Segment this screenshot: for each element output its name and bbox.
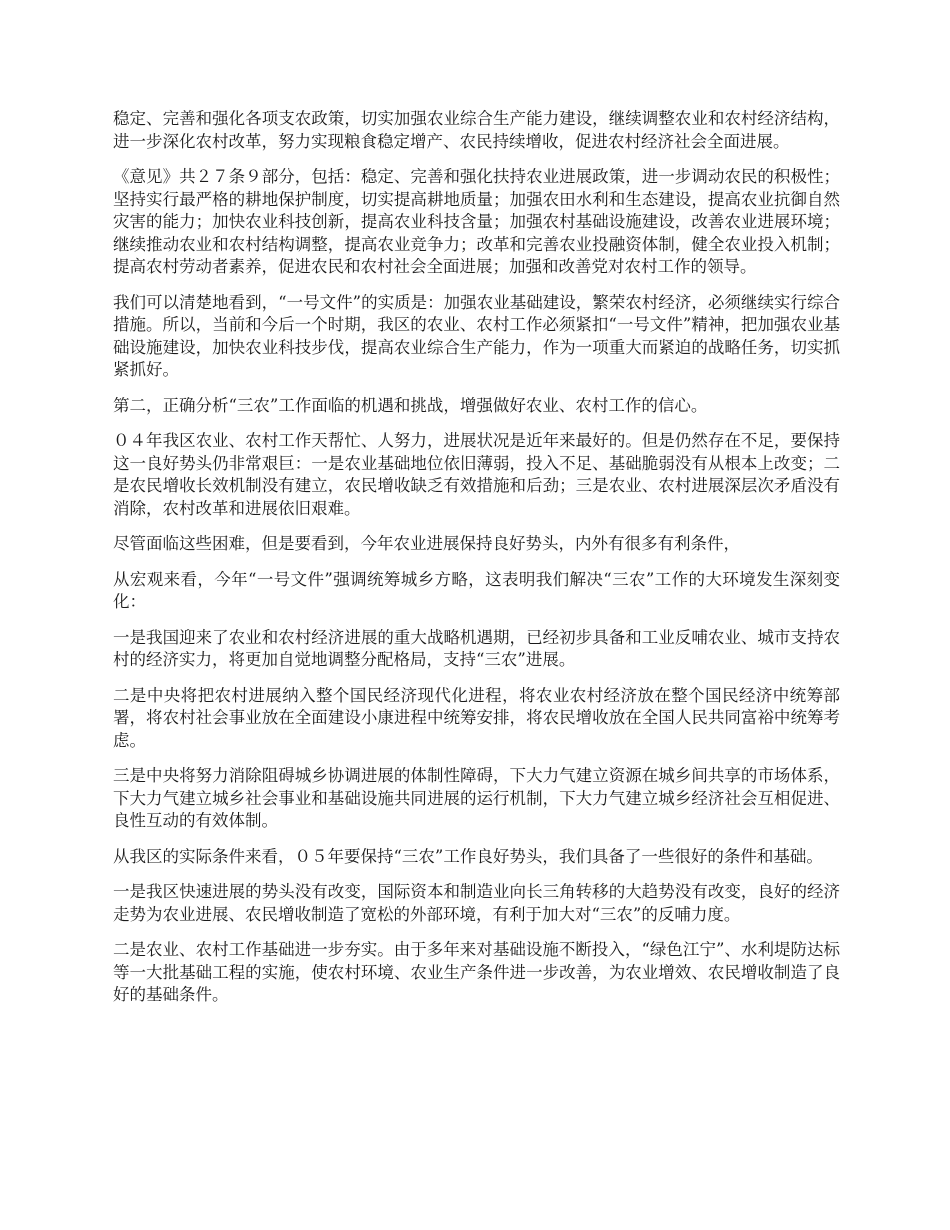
paragraph-7: 从宏观来看，今年“一号文件”强调统筹城乡方略，这表明我们解决“三农”工作的大环境发生深刻变化：: [113, 569, 840, 611]
paragraph-9: 二是中央将把农村进展纳入整个国民经济现代化进程，将农业农村经济放在整个国民经济中统筹部署，将农村社会事业放在全面建设小康进程中统筹安排，将农民增收放在全国人民共同富裕中统筹考虑。: [113, 685, 840, 750]
paragraph-11: 从我区的实际条件来看，０５年要保持“三农”工作良好势头，我们具备了一些很好的条件和基础。: [113, 846, 823, 866]
document-page: [113, 108, 840, 1020]
paragraph-8: 一是我国迎来了农业和农村经济进展的重大战略机遇期，已经初步具备和工业反哺农业、城市支持农村的经济实力，将更加自觉地调整分配格局，支持“三农”进展。: [113, 627, 840, 669]
paragraph-13: 二是农业、农村工作基础进一步夯实。由于多年来对基础设施不断投入，“绿色江宁”、水利堤防达标等一大批基础工程的实施，使农村环境、农业生产条件进一步改善，为农业增效、农民增收制造了良好的基础条件。: [113, 940, 840, 1004]
paragraph-10: 三是中央将努力消除阻碍城乡协调进展的体制性障碍，下大力气建立资源在城乡间共享的市场体系，下大力气建立城乡社会事业和基础设施共同进展的运行机制，下大力气建立城乡经济社会互相促进、良性互动的有效体制。: [113, 766, 840, 830]
paragraph-1: 稳定、完善和强化各项支农政策，切实加强农业综合生产能力建设，继续调整农业和农村经济结构，进一步深化农村改革，努力实现粮食稳定增产、农民持续增收，促进农村经济社会全面进展。: [113, 109, 840, 151]
paragraph-12: 一是我区快速进展的势头没有改变，国际资本和制造业向长三角转移的大趋势没有改变，良好的经济走势为农业进展、农民增收制造了宽松的外部环境，有利于加大对“三农”的反哺力度。: [113, 882, 840, 924]
paragraph-6: 尽管面临这些困难，但是要看到，今年农业进展保持良好势头，内外有很多有利条件，: [113, 534, 740, 553]
paragraph-2: 《意见》共２７条９部分，包括：稳定、完善和强化扶持农业进展政策，进一步调动农民的积极性；坚持实行最严格的耕地保护制度，切实提高耕地质量；加强农田水利和生态建设，提高农业抗御自然灾害的能力；加快农业科技创新，提高农业科技含量；加强农村基础设施建设，改善农业进展环境；继续推动农业和农村结构调整，提高农业竞争力；改革和完善农业投融资体制，健全农业投入机制；提高农村劳动者素养，促进农民和农村社会全面进展；加强和改善党对农村工作的领导。: [113, 167, 840, 276]
paragraph-4: 第二，正确分析“三农”工作面临的机遇和挑战，增强做好农业、农村工作的信心。: [113, 395, 708, 415]
paragraph-3: 我们可以清楚地看到，“一号文件”的实质是：加强农业基础建设，繁荣农村经济，必须继续实行综合措施。所以，当前和今后一个时期，我区的农业、农村工作必须紧扣“一号文件”精神，把加强农业基础设施建设，加快农业科技步伐，提高农业综合生产能力，作为一项重大而紧迫的战略任务，切实抓紧抓好。: [113, 292, 840, 379]
paragraph-5: ０４年我区农业、农村工作天帮忙、人努力，进展状况是近年来最好的。但是仍然存在不足，要保持这一良好势头仍非常艰巨：一是农业基础地位依旧薄弱，投入不足、基础脆弱没有从根本上改变；二是农民增收长效机制没有建立，农民增收缺乏有效措施和后劲；三是农业、农村进展深层次矛盾没有消除，农村改革和进展依旧艰难。: [113, 431, 840, 518]
